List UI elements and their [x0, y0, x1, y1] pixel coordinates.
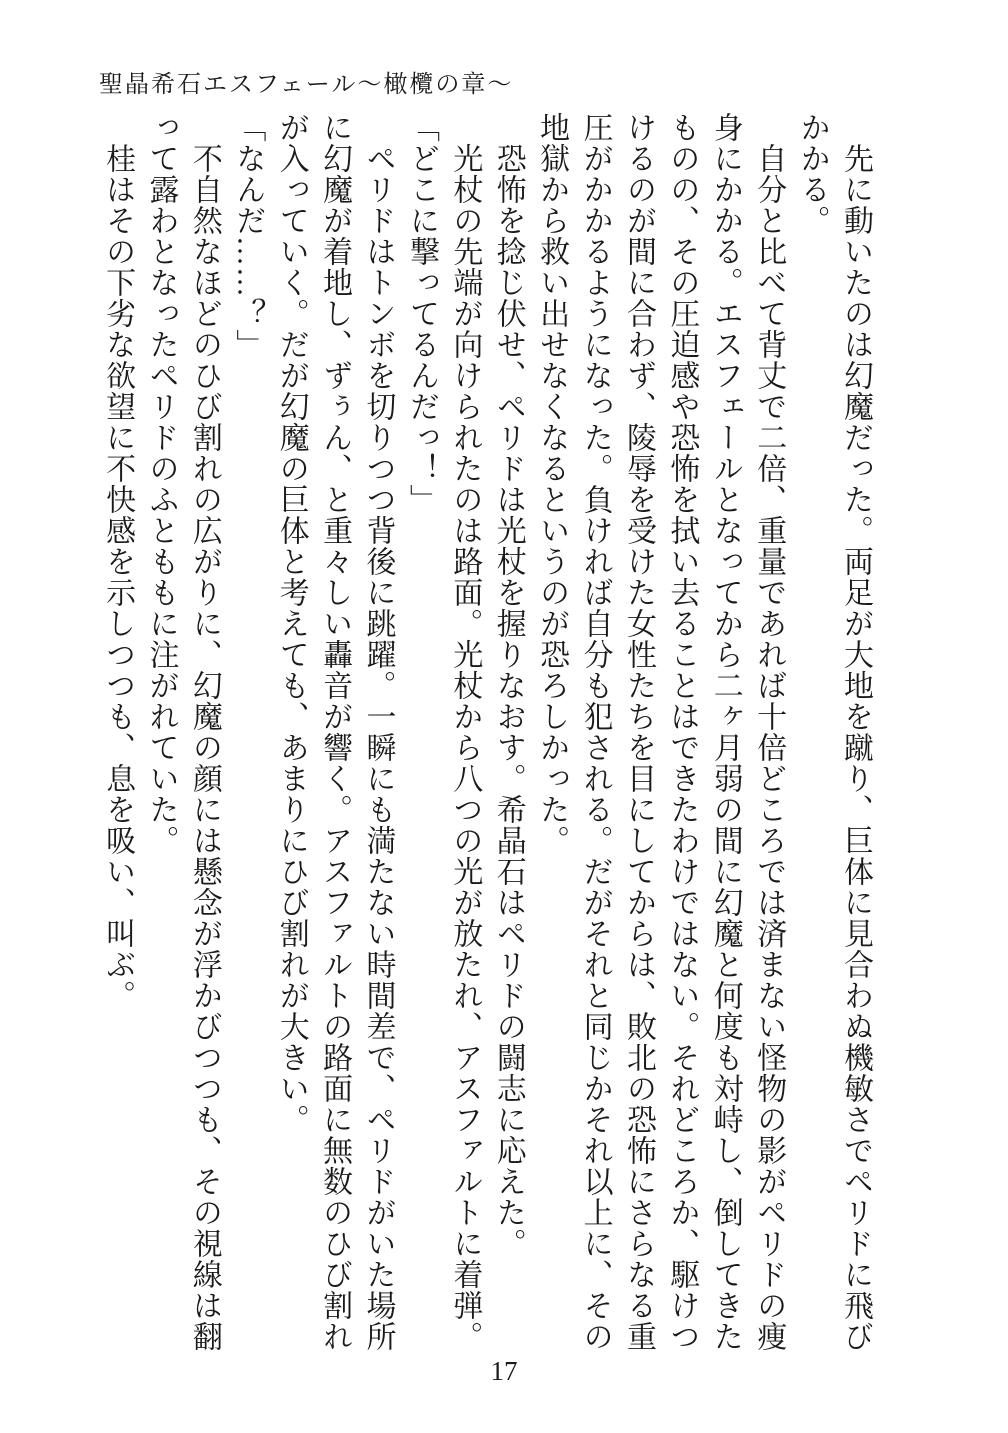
text-line: 身にかかる。エスフェールとなってから二ヶ月弱の間に幻魔と何度も対峙し、倒してきた [708, 112, 742, 1352]
running-head-title: 聖晶希石エスフェール～橄欖の章～ [99, 72, 514, 98]
text-line: 圧がかかるようになった。負ければ自分も犯される。だがそれと同じかそれ以上に、その [578, 112, 612, 1352]
text-line: って露わとなったペリドのふとももに注がれていた。 [144, 112, 178, 856]
text-line: が入っていく。だが幻魔の巨体と考えても、あまりにひび割れが大きい。 [274, 112, 308, 1135]
text-line: 光杖の先端が向けられたのは路面。光杖から八つの光が放たれ、アスファルトに着弾。 [448, 112, 482, 1352]
page-number: 17 [490, 1356, 518, 1386]
text-line: 先に動いたのは幻魔だった。両足が大地を蹴り、巨体に見合わぬ機敏さでペリドに飛び [839, 112, 872, 1352]
text-line: 桂はその下劣な欲望に不快感を示しつつも、息を吸い、叫ぶ。 [101, 112, 135, 1011]
text-line: に幻魔が着地し、ずぅん、と重々しい轟音が響く。アスファルトの路面に無数のひび割れ [318, 112, 352, 1352]
text-line: 不自然なほどのひび割れの広がりに、幻魔の顔には懸念が浮かびつつも、その視線は翻 [187, 112, 221, 1352]
text-line: 地獄から救い出せなくなるというのが恐ろしかった。 [535, 112, 569, 856]
text-line: 恐怖を捻じ伏せ、ペリドは光杖を握りなおす。希晶石はペリドの闘志に応えた。 [491, 112, 525, 1259]
text-line: ものの、その圧迫感や恐怖を拭い去ることはできたわけではない。それどころか、駆けつ [665, 112, 699, 1352]
text-line: 自分と比べて背丈で二倍、重量であれば十倍どころでは済まない怪物の影がペリドの痩 [752, 112, 786, 1352]
text-line: 「どこに撃ってるんだっ！」 [404, 112, 438, 515]
text-line: 「なんだ……？」 [231, 112, 265, 360]
text-line: かかる。 [795, 112, 829, 236]
text-line: ペリドはトンボを切りつつ背後に跳躍。一瞬にも満たない時間差で、ペリドがいた場所 [361, 112, 395, 1352]
body-text [96, 112, 877, 1352]
text-line: けるのが間に合わず、陵辱を受けた女性たちを目にしてからは、敗北の恐怖にさらなる重 [621, 112, 655, 1352]
